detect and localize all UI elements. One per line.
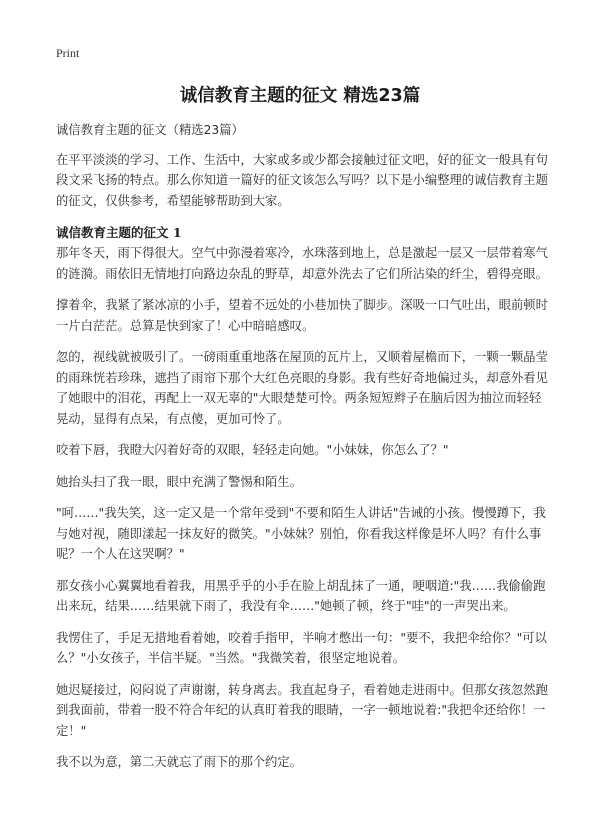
article-paragraph: 她抬头扫了我一眼，眼中充满了警惕和陌生。	[56, 474, 302, 489]
article-body	[56, 120, 552, 784]
article-paragraph: "呵……"我失笑，这一定又是一个常年受到"不要和陌生人讲话"告诫的小孩。慢慢蹲下，我与她对视，随即漾起一抹友好的微笑。"小妹妹？别怕，你看我这样像是坏人吗？有什么事呢？一个人在这哭啊？"	[56, 506, 546, 561]
article-intro: 在平平淡淡的学习、工作、生活中，大家或多或少都会接触过征文吧，好的征文一般具有句段文采飞扬的特点。那么你知道一篇好的征文该怎么写吗？以下是小编整理的诚信教育主题的征文，仅供参考，希望能够帮助到大家。	[56, 152, 548, 208]
article-subtitle: 诚信教育主题的征文（精选23篇）	[56, 123, 244, 137]
article-paragraph: 那女孩小心翼翼地看着我，用黑乎乎的小手在脸上胡乱抹了一通，哽咽道:"我……我偷偷跑出来玩，结果……结果就下雨了，我没有伞……"她顿了顿，终于"哇"的一声哭出来。	[56, 578, 546, 613]
article-paragraph: 她迟疑接过，闷闷说了声谢谢，转身离去。我直起身子，看着她走进雨中。但那女孩忽然跑到我面前，带着一股不符合年纪的认真盯着我的眼睛，一字一顿地说着:"我把伞还给你！一定！"	[56, 682, 548, 738]
article-paragraph: 我愣住了，手足无措地看着她，咬着手指甲，半响才憋出一句："要不，我把伞给你？"可以么？"小女孩子，半信半疑。"当然。"我微笑着，很坚定地说着。	[56, 630, 547, 665]
page-title: 诚信教育主题的征文 精选23篇	[179, 86, 421, 106]
article-paragraph: 我不以为意，第二天就忘了雨下的那个约定。	[56, 755, 302, 769]
print-link[interactable]: Print	[56, 46, 80, 60]
article-paragraph: 那年冬天，雨下得很大。空气中弥漫着寒冷，水珠落到地上，总是激起一层又一层带着寒气的涟漪。雨依旧无情地打向路边杂乱的野草，却意外洗去了它们所沾染的纤尘，碧得亮眼。	[56, 246, 548, 281]
article-paragraph: 撑着伞，我紧了紧冰凉的小手，望着不远处的小巷加快了脚步。深吸一口气吐出，眼前顿时一片白茫茫。总算是快到家了！心中暗暗感叹。	[56, 298, 548, 333]
article-paragraph: 咬着下唇，我瞪大闪着好奇的双眼，轻轻走向她。"小妹妹，你怎么了？"	[56, 443, 449, 457]
article-paragraph: 忽的，视线就被吸引了。一磅雨重重地落在屋顶的瓦片上，又顺着屋檐而下，一颗一颗晶莹的雨珠恍若珍珠，遮挡了雨帘下那个大红色亮眼的身影。我有些好奇地偏过头，却意外看见了她眼中的泪花，再配上一双无辜的"大眼楚楚可怜。两条短短辫子在脑后因为抽泣而轻轻晃动，显得有点呆，有点傻，更加可怜了。	[56, 350, 548, 426]
section-heading: 诚信教育主题的征文 1	[56, 225, 182, 240]
